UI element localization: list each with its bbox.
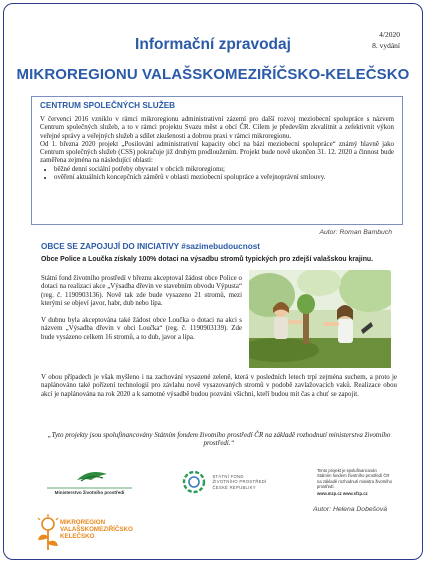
tree-planting-photo <box>249 270 391 368</box>
section-heading: OBCE SE ZAPOJUJÍ DO INICIATIVY #sazimebudoucnost <box>41 242 260 251</box>
box-bullet-list <box>40 166 394 183</box>
sfzp-line-1: STÁTNÍ FOND <box>212 474 244 480</box>
newsletter-page <box>3 3 423 560</box>
sfzp-line-3: ČESKÉ REPUBLIKY <box>212 484 256 490</box>
author-2: Autor: Helena Dobešová <box>312 506 387 513</box>
sfzp-circle-icon <box>182 470 206 494</box>
project-note-text: Tento projekt je spolufinancován Státním fondem životního prostředí ČR na základě rozhodnutí ministra životního prostředí. <box>317 467 392 490</box>
paragraph-loucka: V dubnu byla akceptována také žádost obce Loučka o dotaci na akci s názvem „Výsadba dřevin v obci Loučka“ (reg. č. 1190903139). Zde bude vysázeno celkem 16 stromů, a to dub, javor a lípa. <box>41 317 242 341</box>
mikroregion-logo <box>34 514 154 554</box>
photo-illustration <box>249 270 391 368</box>
box-paragraph-2: Od 1. března 2020 projekt „Posilování administrativní kapacity obcí na bázi meziobecní spolupráce“ známý hlavně jako Centrum společných služeb (CSS) pokračuje již druhým prodloužením. Projekt bude nově ukončen 31. 12. 2020 a činnost bude zaměřena zejména na následující oblasti: <box>40 140 394 165</box>
mzp-logo <box>47 466 132 498</box>
box-bullet: • běžné denní sociální potřeby obyvatel v obcích mikroregionu; <box>54 166 394 174</box>
mikroregion-logo-text <box>60 520 133 540</box>
logo-line-1: MIKROREGION <box>60 519 106 526</box>
paragraph-irrigation: V obou případech je však myšleno i na zachování vysazené zeleně, která v posledních letech trpí zejména suchem, a proto je naplánováno také pořízení technologií pro závlahu nově vysazovaných stromů v podobě zavlažovacích vaků. Realizace obou akcí je naplánována na rok 2020 a k samotné výsadbě budou pozváni všichni, kteří budou mít čas a chuť se zapojit. <box>41 374 397 398</box>
section-lead: Obce Police a Loučka získaly 100% dotaci na výsadbu stromů typických pro zdejší valašskou krajinu. <box>41 256 374 263</box>
region-title: MIKROREGIONU VALAŠSKOMEZIŘÍČSKO-KELEČSKO <box>16 66 410 83</box>
funding-quote: „Tyto projekty jsou spolufinancovány Státním fondem životního prostředí ČR na základě rozhodnutí ministerstva životního prostředí.“ <box>47 431 391 448</box>
logo-line-2: VALAŠSKOMEZIŘÍČSKO <box>60 525 133 533</box>
text-column <box>41 275 242 342</box>
issue-number: 4/2020 <box>379 30 400 39</box>
paragraph-police: Státní fond životního prostředí v březnu akceptoval žádost obce Police o dotaci na realizaci akce „Výsadba dřevin ve stavebním obvodu Výpusta“ (reg. č. 1190903136). Nově tak zde bude vysazeno 21 stromů, mezi kterými se objeví javor, habr, dub nebo lípa. <box>41 275 242 307</box>
author-1: Autor: Roman Bambuch <box>319 229 392 236</box>
box-bullet: • ověření aktuálních koncepčních záměrů v oblasti meziobecní spolupráce a veřejnoprávní smlouvy. <box>54 174 394 182</box>
box-paragraph-1: V červenci 2016 vzniklo v rámci mikroregionu administrativní zázemí pro další rozvoj meziobecní spolupráce s názvem Centrum společných služeb, a to v rámci projektu Svazu měst a obcí ČR. Cílem je především zkvalitnit a zefektivnit výkon veřejné správy a veřejných služeb a sdílet zkušenosti a dobrou praxi v rámci mikroregionu. <box>40 116 394 140</box>
sponsor-logos <box>47 462 392 502</box>
issue-edition: 8. vydání <box>372 41 400 50</box>
css-info-box <box>31 96 403 225</box>
project-note <box>317 468 392 496</box>
newsletter-title: Informační zpravodaj <box>135 36 291 53</box>
mikroregion-emblem-icon <box>34 514 62 554</box>
box-heading: CENTRUM SPOLEČNÝCH SLUŽEB <box>40 101 176 110</box>
project-links: www.mzp.cz www.sfzp.cz <box>317 490 368 496</box>
logo-line-3: KELEČSKO <box>60 532 95 540</box>
mzp-label: Ministerstvo životního prostředí <box>54 490 125 495</box>
sfzp-line-2: ŽIVOTNÍHO PROSTŘEDÍ <box>212 479 267 485</box>
sfzp-logo <box>182 470 266 494</box>
paragraph-irrigation-wrap <box>41 374 397 399</box>
